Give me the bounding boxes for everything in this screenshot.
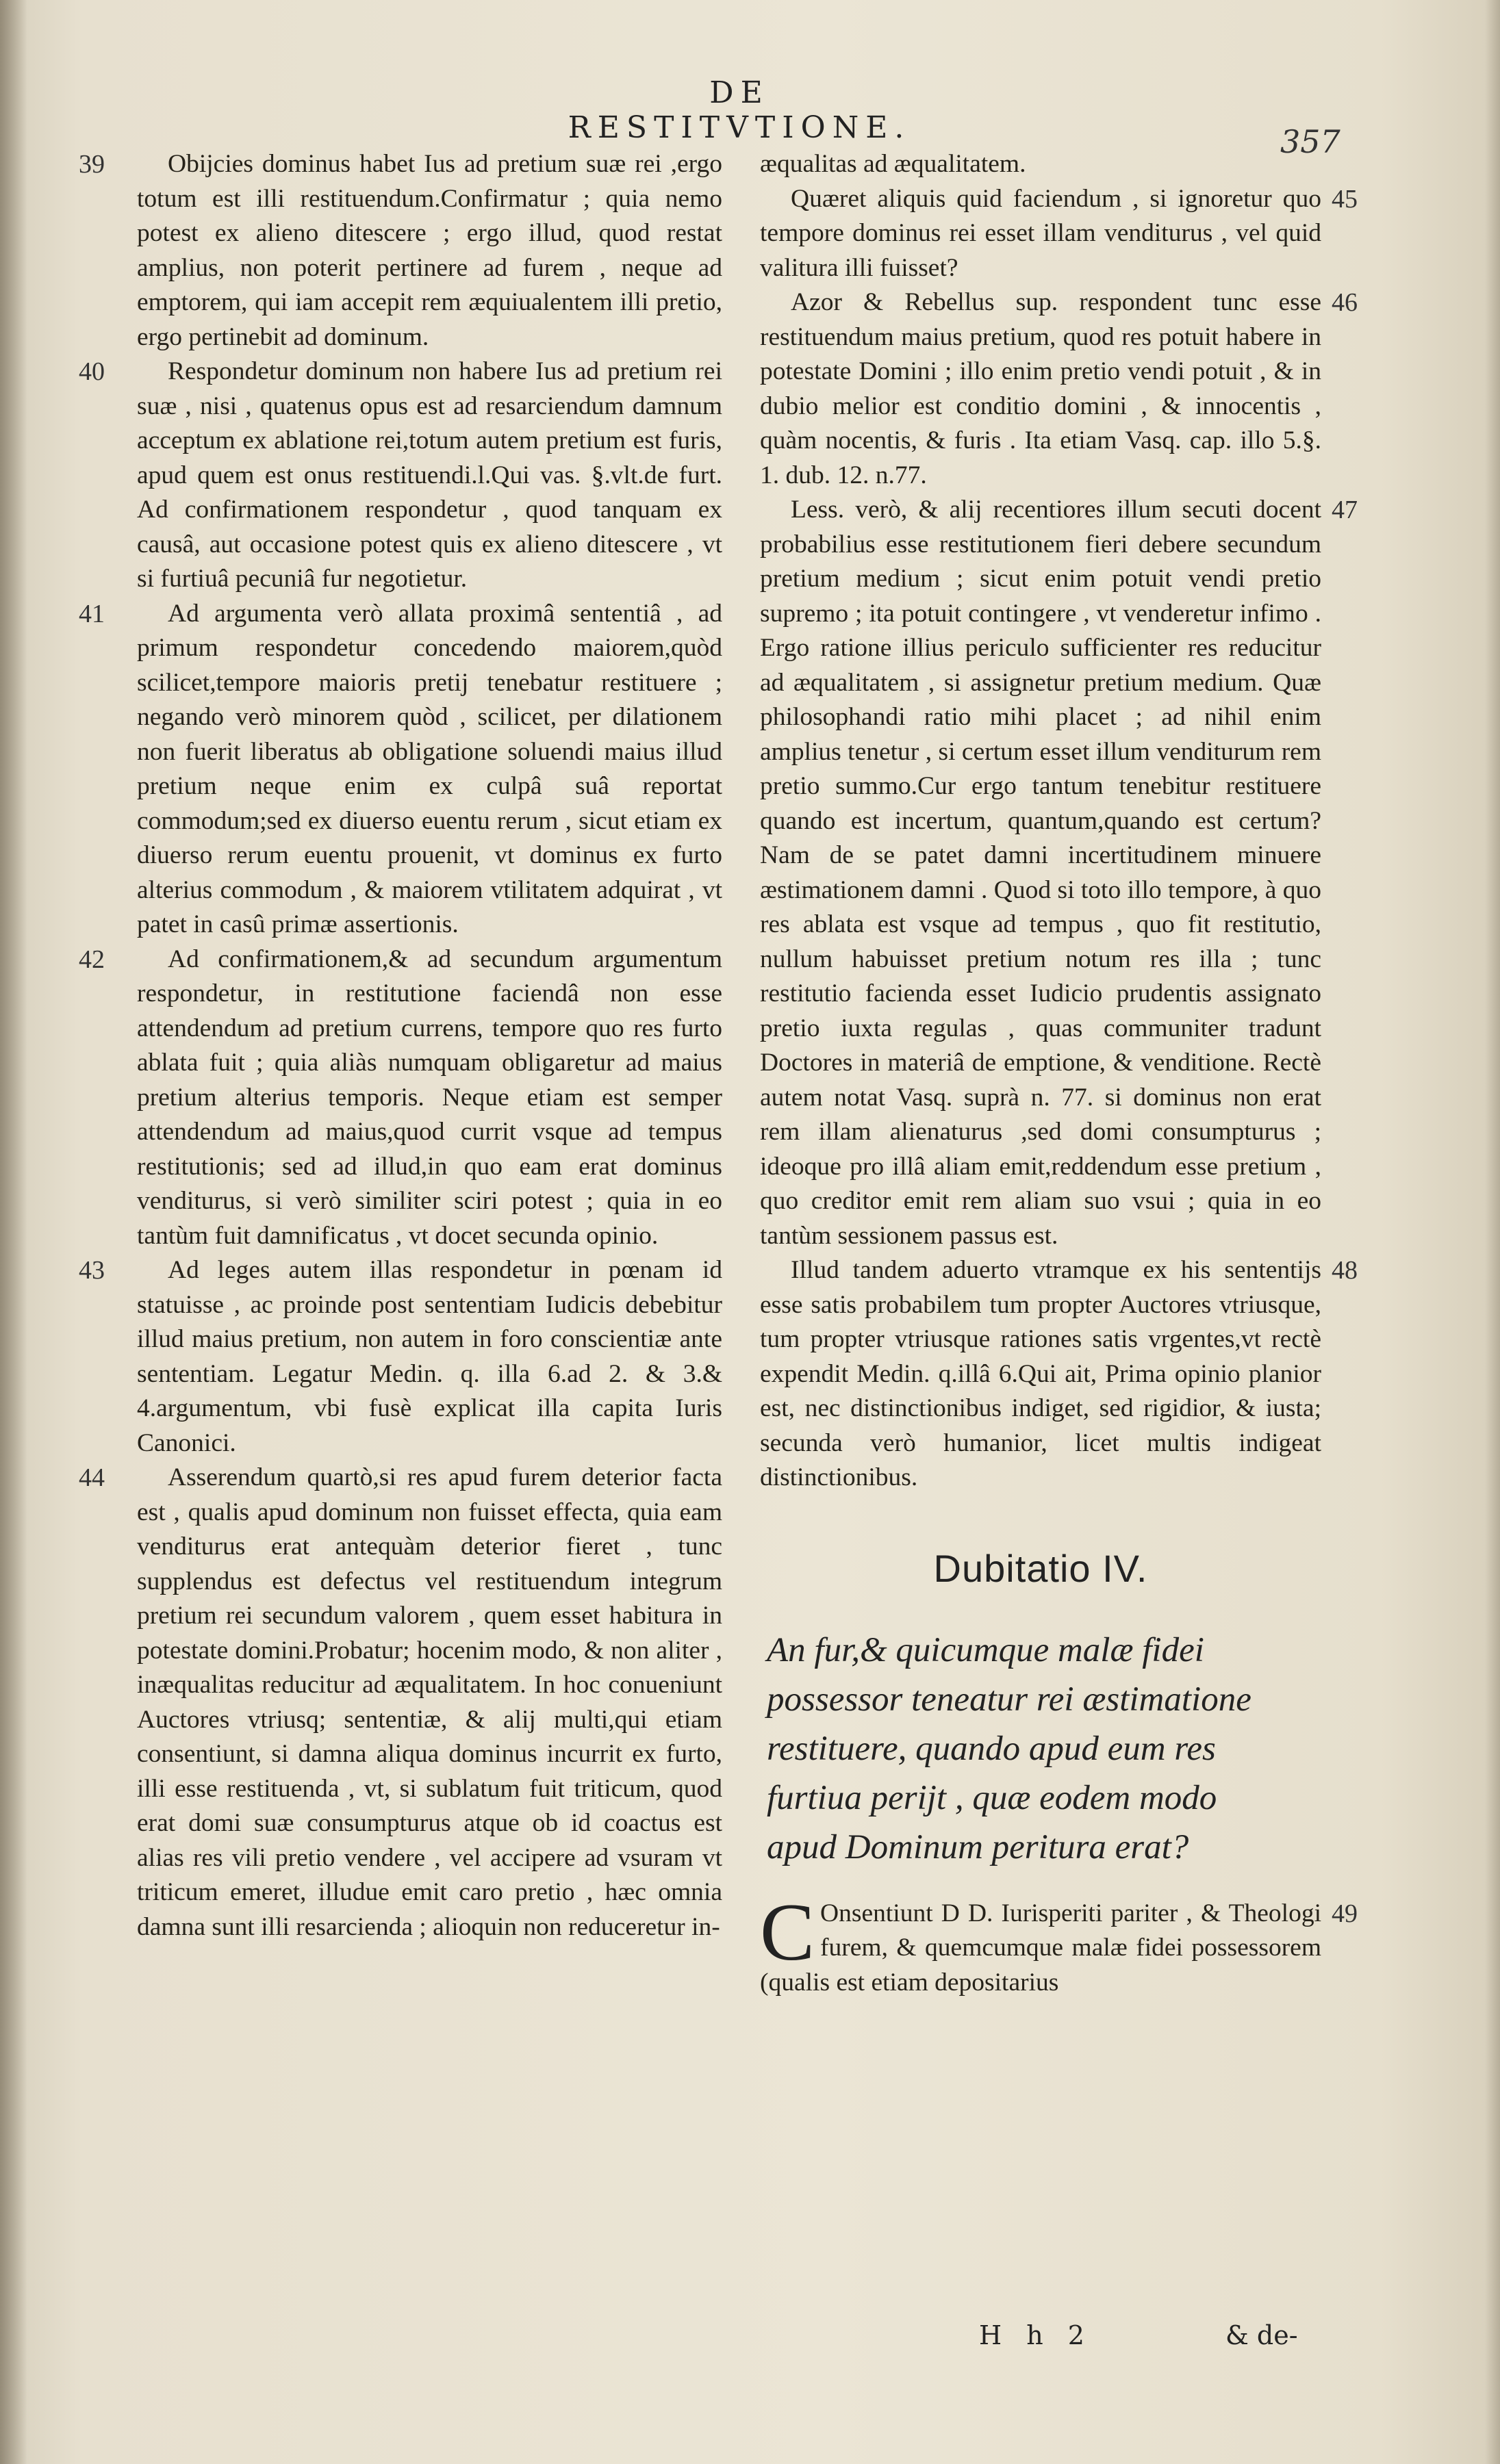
margin-number: 47 (1332, 496, 1358, 524)
paragraph-47 (760, 493, 1358, 1253)
question-italic: An fur,& quicumque malæ fidei possessor teneatur rei æstimatione restituere, quando apud eum res furtiua perijt , quæ eodem modo apud Dominum peritura erat? (767, 1630, 1251, 1866)
paragraph-41 (79, 597, 722, 942)
continuation-line: æqualitas ad æqualitatem. (760, 150, 1026, 178)
margin-number: 45 (1332, 184, 1358, 214)
paragraph-46 (760, 285, 1358, 493)
paragraph-43 (79, 1253, 722, 1461)
paragraph-42 (79, 942, 722, 1254)
margin-number: 49 (1332, 1899, 1358, 1928)
paragraph-39 (79, 147, 722, 355)
gutter-shadow (0, 0, 27, 2464)
margin-number: 46 (1332, 288, 1358, 317)
margin-number: 42 (79, 945, 105, 974)
paragraph-48 (760, 1253, 1358, 1496)
page-number: 357 (1280, 123, 1340, 160)
paragraph-text: Less. verò, & alij recentiores illum secuti docent probabilius esse restitutionem fieri debere secundum pretium medium ; sicut enim potuit vendi pretio supremo ; ita potuit contingere , vt venderetur infimo . Ergo ratione illius periculo sufficienter res reducitur ad æqualitatem , si assignetur pretium medium. Quæ philosophandi ratio mihi placet ; ad nihil enim amplius tenetur , si certum esset illum venditurum rem pretio summo.Cur ergo tantum tenebitur restituere quando est incertum, quantum,quando est certum?Nam de se patet damni incertitudinem minuere æstimationem damni . Quod si toto illo tempore, à quo res ablata est vsque ad tempus , quo fit restitutio, nullum habuisset pretium notum res illa ; tunc restitutio facienda esset Iudicio prudentis assignato pretio iuxta regulas , quas communiter tradunt Doctores in materiâ de emptione, & venditione. Rectè autem notat Vasq. suprà n. 77. si dominus non erat rem illam alienaturus ,sed domi consumpturus ; ideoque pro illâ aliam emit,reddendum esse pretium , quo creditor emit rem aliam suo vsui ; quia in eo tantùm sessionem passus est. (760, 496, 1321, 1250)
paragraph-45 (760, 182, 1358, 286)
signature-mark: H h 2 (979, 2320, 1093, 2350)
margin-number: 48 (1332, 1256, 1358, 1285)
section-heading: Dubitatio IV. (933, 1546, 1148, 1590)
margin-number: 41 (79, 599, 105, 628)
paragraph-text: Ad leges autem illas respondetur in pœnam id statuisse , ac proinde post sententiam Iudicis debebitur illud maius pretium, non autem in foro conscientiæ ante sententiam. Legatur Medin. q. illa 6.ad 2. & 3.& 4.argumentum, vbi fusè explicat illa capita Iuris Canonici. (137, 1256, 722, 1457)
page-edge (1485, 0, 1500, 2464)
paragraph-text: Ad confirmationem,& ad secundum argumentum respondetur, in restitutione faciendâ non esse attendendum ad pretium currens, tempore quo res furto ablata fuit ; quia aliàs numquam obligaretur ad maius pretium alterius temporis. Neque etiam est semper attendendum ad maius,quod currit vsque ad tempus restitutionis; sed ad illud,in quo eam erat dominus venditurus, si verò similiter sciri potest ; quia in eo tantùm fuit damnificatus , vt docet secunda opinio. (137, 945, 722, 1250)
paragraph-text: Obijcies dominus habet Ius ad pretium suæ rei ,ergo totum est illi restituendum.Confirmatur ; quia nemo potest ex alieno ditescere ; ergo illud, quod restat amplius, non poterit pertinere ad furem , neque ad emptorem, qui iam accepit rem æquiualentem illi pretio, ergo pertinebit ad dominum. (137, 150, 722, 351)
paragraph-text: Quæret aliquis quid faciendum , si ignoretur quo tempore dominus rei esset illam venditurus , vel quid valitura illi fuisset? (760, 184, 1321, 282)
drop-capital: C (760, 1886, 815, 1977)
right-column (760, 147, 1358, 2000)
catchword: & de- (1225, 2320, 1298, 2350)
margin-number: 44 (79, 1463, 105, 1492)
margin-number: 40 (79, 357, 105, 386)
paragraph-text: Illud tandem aduerto vtramque ex his sententijs esse satis probabilem tum propter Auctores vtriusque, tum propter vtriusque rationes satis vrgentes,vt rectè expendit Medin. q.illâ 6.Qui ait, Prima opinio planior est, nec distinctionibus indiget, sed rigidior, & iusta; secunda verò humanior, licet multis indigeat distinctionibus. (760, 1256, 1321, 1491)
running-header: DE RESTITVTIONE. (568, 75, 911, 145)
paragraph-text: Asserendum quartò,si res apud furem deterior facta est , qualis apud dominum non fuisset effecta, quia eam venditurus erat antequàm deterior fieret , tunc supplendus est defectus vel restituendum integrum pretium rei secundum valorem , quem esset habitura in potestate domini.Probatur; hocenim modo, & non aliter , inæqualitas reducitur ad æqualitatem. In hoc conueniunt Auctores vtriusq; sententiæ, & alij multi,qui etiam consentiunt, si damna aliqua dominus incurrit ex furto, illi esse restituenda , vt, si sublatum fuit triticum, quod erat domi suæ consumpturus atque ob id coactus est alias res vili pretio vendere , vel accipere ad vsuram vt triticum emeret, illudue emit caro pretio , hæc omnia damna sunt illi resarcienda ; alioquin non reduceretur in- (137, 1463, 722, 1941)
paragraph-44 (79, 1461, 722, 1945)
paragraph-text: Azor & Rebellus sup. respondent tunc esse restituendum maius pretium, quod res potuit habere in potestate Domini ; illo enim pretio vendi potuit , & in dubio melior est conditio domini , & innocentis , quàm nocentis, & furis . Ita etiam Vasq. cap. illo 5.§. 1. dub. 12. n.77. (760, 288, 1321, 489)
margin-number: 39 (79, 150, 105, 179)
paragraph-text: Onsentiunt D D. Iurisperiti pariter , & Theologi furem, & quemcumque malæ fidei possessorem (qualis est etiam depositarius (760, 1899, 1321, 1997)
paragraph-text: Ad argumenta verò allata proximâ sententiâ , ad primum respondetur concedendo maiorem,quòd scilicet,tempore maioris pretij tenebatur restituere ; negando verò minorem quòd , scilicet, per dilationem non fuerit liberatus ab obligatione soluendi maius illud pretium neque enim ex culpâ suâ reportat commodum;sed ex diuerso euentu rerum , sicut etiam ex diuerso rerum euentu prouenit, vt dominus ex furto alterius commodum , & maiorem vtilitatem adquirat , vt patet in casû primæ assertionis. (137, 599, 722, 938)
margin-number: 43 (79, 1256, 105, 1285)
left-column (79, 147, 722, 1945)
paragraph-text: Respondetur dominum non habere Ius ad pretium rei suæ , nisi , quatenus opus est ad resarciendum damnum acceptum ex ablatione rei,totum autem pretium est furis, apud quem est onus restituendi.l.Qui vas. §.vlt.de furt. Ad confirmationem respondetur , quod tanquam ex causâ, aut occasione potest quis ex alieno ditescere , vt si furtiuâ pecuniâ fur negotietur. (137, 357, 722, 593)
paragraph-40 (79, 355, 722, 597)
paragraph-49 (760, 1886, 1358, 2001)
